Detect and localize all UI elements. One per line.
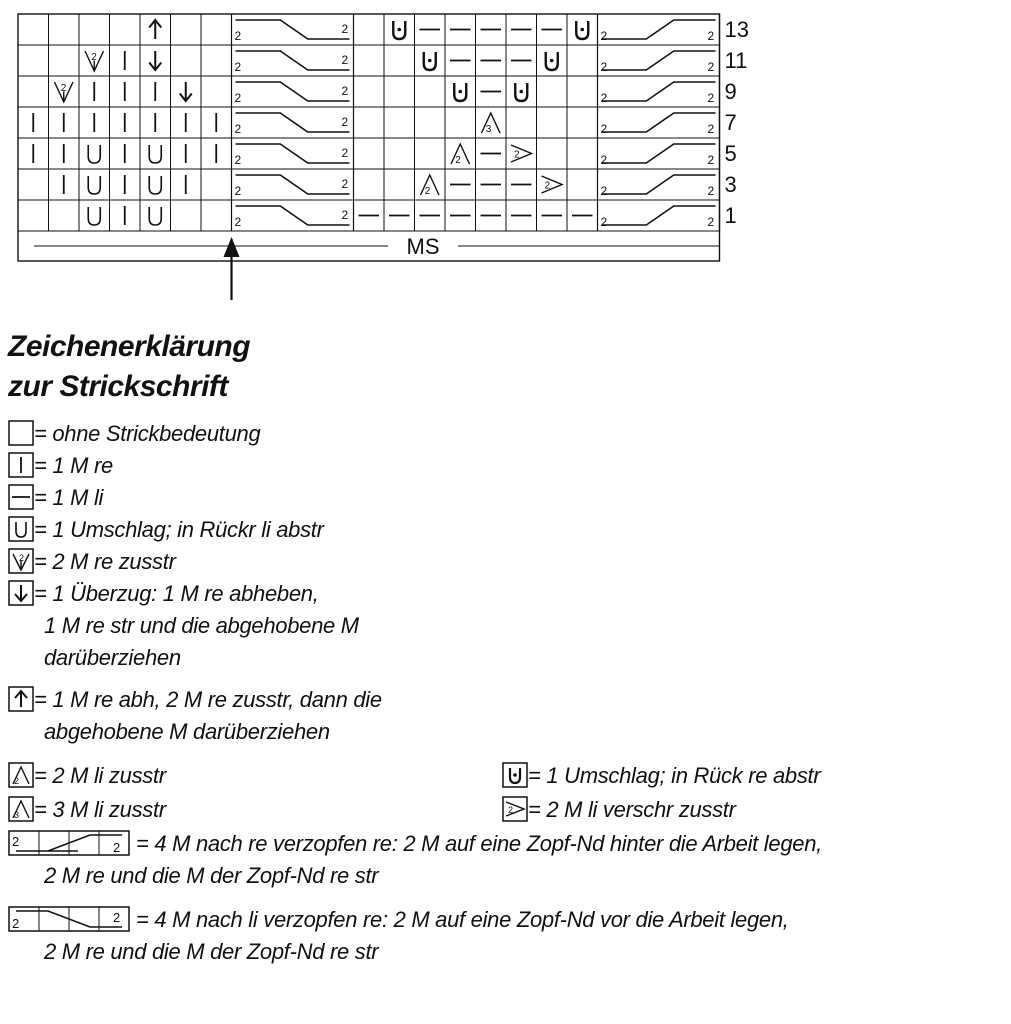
legend-text-p2tog-tbl: = 2 M li verschr zusstr bbox=[528, 797, 736, 822]
cable-number: 2 bbox=[234, 122, 242, 136]
legend-text-p3tog: = 3 M li zusstr bbox=[34, 797, 166, 822]
cable-number: 2 bbox=[234, 215, 242, 229]
svg-text:2: 2 bbox=[514, 149, 520, 161]
legend-item-p2tog-tbl bbox=[502, 796, 736, 824]
svg-text:2: 2 bbox=[455, 155, 461, 166]
legend-item-arrow-down bbox=[8, 580, 319, 608]
cable-right-symbol bbox=[8, 830, 130, 856]
svg-text:2: 2 bbox=[91, 52, 97, 63]
legend-item-cable-left bbox=[8, 906, 789, 934]
row-number: 5 bbox=[724, 141, 737, 166]
legend-item-k2tog bbox=[8, 548, 176, 576]
yarn-over-symbol bbox=[8, 516, 34, 542]
cable-number: 2 bbox=[341, 22, 349, 36]
svg-text:2: 2 bbox=[60, 83, 67, 94]
legend-text-arrow-down-1: = 1 Überzug: 1 M re abheben, bbox=[34, 581, 319, 606]
legend-text-purl-yo: = 1 Umschlag; in Rück re abstr bbox=[528, 763, 821, 788]
cable-number: 2 bbox=[341, 53, 349, 67]
row-number: 13 bbox=[724, 17, 749, 42]
cable-number: 2 bbox=[341, 177, 349, 191]
legend-item-yo bbox=[8, 516, 324, 544]
knit-symbol bbox=[8, 452, 34, 478]
cable-number-right-1: 2 bbox=[12, 834, 20, 849]
cable-number: 2 bbox=[707, 215, 715, 229]
legend-item-empty bbox=[8, 420, 260, 448]
cable-number: 2 bbox=[341, 146, 349, 160]
cable-number: 2 bbox=[707, 122, 715, 136]
cable-number-left-1: 2 bbox=[12, 916, 20, 931]
purl-two-together-tbl-symbol bbox=[502, 796, 528, 822]
legend-item-purl bbox=[8, 484, 103, 512]
cable-number: 2 bbox=[707, 60, 715, 74]
empty-cell-symbol bbox=[8, 420, 34, 446]
cable-number: 2 bbox=[341, 115, 349, 129]
legend-item-p3tog bbox=[8, 796, 166, 824]
legend-text-p2tog: = 2 M li zusstr bbox=[34, 763, 166, 788]
svg-text:2: 2 bbox=[508, 805, 514, 815]
legend-text-k2tog: = 2 M re zusstr bbox=[34, 549, 176, 574]
legend-text-arrow-down-3: darüberziehen bbox=[44, 645, 181, 670]
cable-number: 2 bbox=[234, 29, 242, 43]
legend-text-empty: = ohne Strickbedeutung bbox=[34, 421, 261, 446]
legend-text-knit: = 1 M re bbox=[34, 453, 113, 478]
legend-item-cable-right bbox=[8, 830, 822, 858]
double-decrease-symbol bbox=[8, 686, 34, 712]
cable-number: 2 bbox=[234, 153, 242, 167]
slip-knit-pass-symbol bbox=[8, 580, 34, 606]
cable-number: 2 bbox=[707, 184, 715, 198]
legend-item-purl-yo bbox=[502, 762, 820, 790]
cable-number: 2 bbox=[341, 208, 349, 222]
svg-text:2: 2 bbox=[544, 180, 551, 192]
cable-number: 2 bbox=[234, 60, 242, 74]
cable-number: 2 bbox=[707, 91, 715, 105]
cable-number: 2 bbox=[341, 84, 349, 98]
yarn-over-purl-symbol bbox=[502, 762, 528, 788]
cable-number: 2 bbox=[707, 29, 715, 43]
row-number: 1 bbox=[724, 203, 737, 228]
legend-text-purl: = 1 M li bbox=[34, 485, 104, 510]
svg-text:3: 3 bbox=[14, 810, 20, 820]
knit-two-together-symbol bbox=[8, 548, 34, 574]
svg-text:2: 2 bbox=[424, 186, 431, 197]
repeat-label: MS bbox=[406, 234, 440, 259]
legend-item-knit bbox=[8, 452, 113, 480]
cable-number-right-2: 2 bbox=[113, 840, 121, 855]
cable-number: 2 bbox=[600, 60, 608, 74]
legend-text-cable-right-2: 2 M re und die M der Zopf-Nd re str bbox=[44, 863, 379, 888]
cable-number: 2 bbox=[600, 91, 608, 105]
legend-text-cable-left-1: = 4 M nach li verzopfen re: 2 M auf eine Zopf-Nd vor die Arbeit legen, bbox=[136, 907, 789, 932]
legend-title-line1: Zeichenerklärung bbox=[8, 330, 251, 363]
svg-text:3: 3 bbox=[485, 124, 492, 135]
cable-left-symbol bbox=[8, 906, 130, 932]
cable-number: 2 bbox=[600, 122, 608, 136]
legend-text-arrow-up-2: abgehobene M darüberziehen bbox=[44, 719, 330, 744]
legend-text-yo: = 1 Umschlag; in Rückr li abstr bbox=[34, 517, 324, 542]
knitting-chart bbox=[0, 0, 1011, 320]
row-number: 3 bbox=[724, 172, 737, 197]
svg-text:2: 2 bbox=[19, 553, 25, 563]
cable-number: 2 bbox=[600, 184, 608, 198]
svg-text:2: 2 bbox=[14, 776, 20, 786]
row-number: 7 bbox=[724, 110, 737, 135]
legend-item-arrow-up bbox=[8, 686, 382, 714]
cable-number: 2 bbox=[234, 91, 242, 105]
legend-text-arrow-down-2: 1 M re str und die abgehobene M bbox=[44, 613, 359, 638]
legend-text-cable-left-2: 2 M re und die M der Zopf-Nd re str bbox=[44, 939, 379, 964]
cable-number: 2 bbox=[707, 153, 715, 167]
legend-title-line2: zur Strickschrift bbox=[8, 370, 228, 403]
cable-number: 2 bbox=[234, 184, 242, 198]
row-number: 11 bbox=[724, 48, 748, 73]
cable-number: 2 bbox=[600, 215, 608, 229]
cable-number: 2 bbox=[600, 153, 608, 167]
purl-symbol bbox=[8, 484, 34, 510]
cable-number-left-2: 2 bbox=[113, 910, 121, 925]
purl-three-together-symbol bbox=[8, 796, 34, 822]
row-number: 9 bbox=[724, 79, 737, 104]
legend-text-cable-right-1: = 4 M nach re verzopfen re: 2 M auf eine Zopf-Nd hinter die Arbeit legen, bbox=[136, 831, 822, 856]
cable-number: 2 bbox=[600, 29, 608, 43]
purl-two-together-symbol bbox=[8, 762, 34, 788]
legend-item-p2tog bbox=[8, 762, 166, 790]
legend-text-arrow-up-1: = 1 M re abh, 2 M re zusstr, dann die bbox=[34, 687, 382, 712]
knitting-chart-svg bbox=[0, 0, 1011, 320]
